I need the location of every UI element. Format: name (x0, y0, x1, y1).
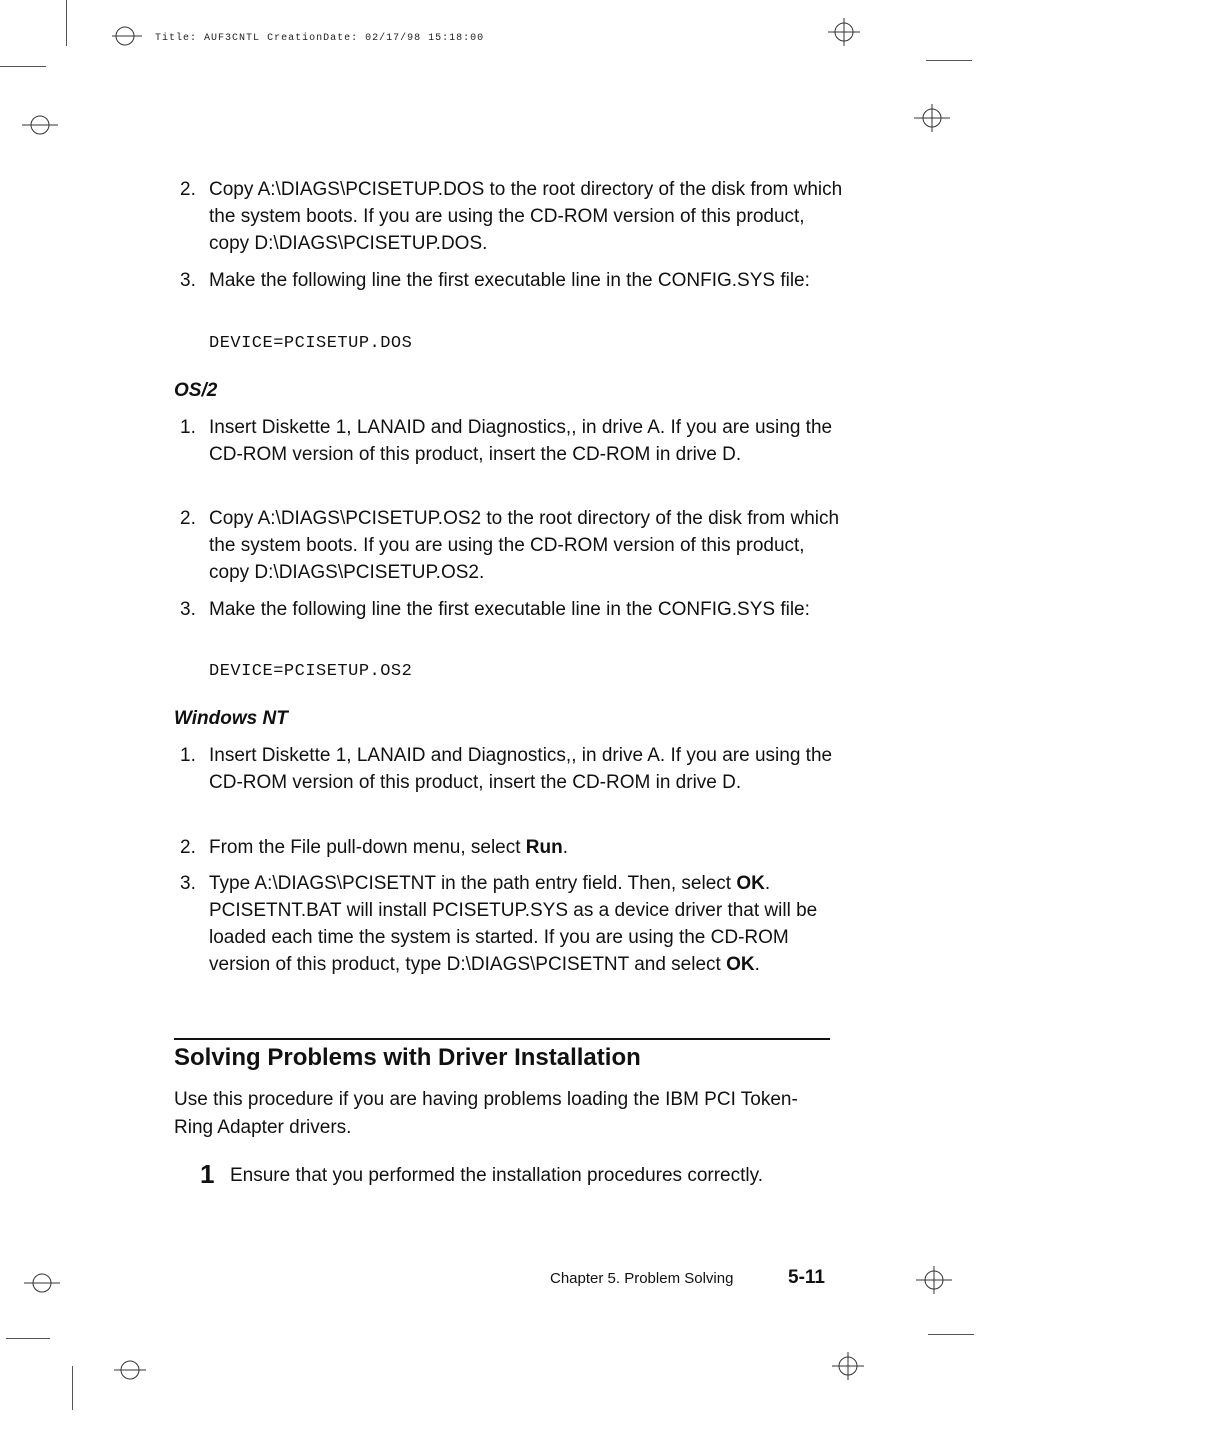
header-title-value: AUF3CNTL (204, 33, 261, 44)
list-text (209, 834, 849, 861)
step-text: . (754, 954, 760, 975)
page-number: 5-11 (788, 1267, 825, 1288)
crop-line (926, 60, 972, 61)
list-text: Copy A:\DIAGS\PCISETUP.OS2 to the root directory of the disk from which the system boots. If you are using the CD-ROM version of this product, copy D:\DIAGS\PCISETUP.OS2. (209, 508, 840, 583)
document-header (155, 33, 484, 44)
registration-mark-icon (110, 24, 144, 48)
list-text: Insert Diskette 1, LANAID and Diagnostics,, in drive A. If you are using the CD-ROM version of this product, insert the CD-ROM in drive D. (209, 417, 833, 465)
crop-line (928, 1334, 974, 1335)
procedure-step-text: Ensure that you performed the installation procedures correctly. (230, 1165, 763, 1186)
list-text: Copy A:\DIAGS\PCISETUP.DOS to the root directory of the disk from which the system boots. If you are using the CD-ROM version of this product, copy D:\DIAGS\PCISETUP.DOS. (209, 179, 843, 254)
list-number: 2. (180, 508, 196, 529)
header-title-label: Title: (155, 33, 198, 44)
crop-line (72, 1366, 73, 1410)
step-text: . PCISETNT.BAT will install PCISETUP.SYS as a device driver that will be loaded each time the system is started. If you are using the CD-ROM version of this product, type D:\DIAGS\PCISETNT and select (209, 873, 818, 975)
step-text: Type A:\DIAGS\PCISETNT in the path entry field. Then, select (209, 873, 737, 894)
registration-mark-icon (20, 110, 60, 140)
section-title: Solving Problems with Driver Installation (174, 1044, 641, 1071)
crop-line (0, 66, 46, 67)
header-date-value: 02/17/98 15:18:00 (365, 33, 485, 44)
registration-mark-icon (112, 1358, 148, 1382)
list-number: 3. (180, 873, 196, 894)
list-number: 3. (180, 270, 196, 291)
registration-mark-icon (914, 1262, 954, 1298)
list-text (209, 870, 849, 978)
registration-mark-icon (912, 100, 952, 136)
ok-command: OK (736, 873, 765, 894)
subheading-windows-nt: Windows NT (174, 708, 288, 729)
footer-chapter: Chapter 5. Problem Solving (550, 1270, 734, 1287)
run-command: Run (525, 837, 563, 858)
step-text: . (562, 837, 569, 858)
list-text: Insert Diskette 1, LANAID and Diagnostics,, in drive A. If you are using the CD-ROM version of this product, insert the CD-ROM in drive D. (209, 745, 833, 793)
code-line: DEVICE=PCISETUP.OS2 (209, 662, 413, 681)
list-text: Make the following line the first executable line in the CONFIG.SYS file: (209, 599, 810, 620)
step-text: From the File pull-down menu, select (209, 837, 526, 858)
subheading-os2: OS/2 (174, 380, 218, 401)
registration-mark-icon (22, 1268, 62, 1298)
list-number: 2. (180, 179, 196, 200)
crop-line (6, 1338, 50, 1339)
section-intro: Use this procedure if you are having problems loading the IBM PCI Token-Ring Adapter drivers. (174, 1089, 798, 1138)
header-date-label: CreationDate: (267, 33, 359, 44)
list-text: Make the following line the first executable line in the CONFIG.SYS file: (209, 270, 810, 291)
registration-mark-icon (826, 14, 862, 50)
list-number: 2. (180, 837, 196, 858)
section-divider (174, 1038, 830, 1040)
list-number: 3. (180, 599, 196, 620)
procedure-step-number: 1 (200, 1159, 215, 1189)
registration-mark-icon (830, 1348, 866, 1384)
ok-command: OK (726, 954, 755, 975)
crop-line (66, 0, 67, 46)
list-number: 1. (180, 417, 196, 438)
code-line: DEVICE=PCISETUP.DOS (209, 334, 413, 353)
list-number: 1. (180, 745, 196, 766)
